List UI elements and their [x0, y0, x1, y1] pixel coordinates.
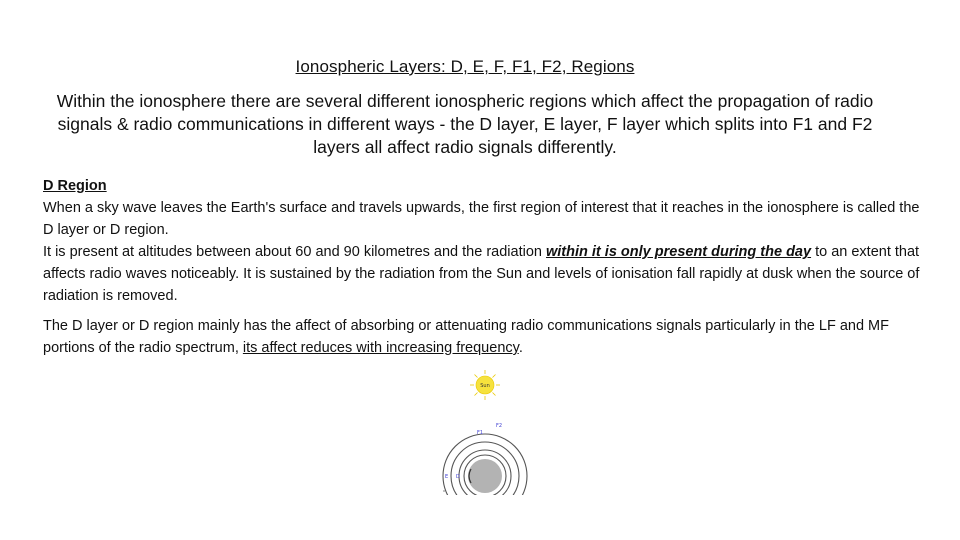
d-region-heading-text: D Region	[43, 178, 107, 194]
e-label: E	[445, 474, 449, 480]
d-region-effect-end: .	[518, 340, 523, 356]
d-label: D	[456, 474, 460, 480]
daytime-emphasis: within it is only present during the day	[546, 244, 812, 260]
slide-title: Ionospheric Layers: D, E, F, F1, F2, Regions	[295, 57, 635, 76]
d-region-sentence-2-end: to an extent that affects radio waves noticeably. It is sustained by the radiation from the Sun and levels of ionisation fall rapidly at dusk when the source of radiation is removed.	[43, 244, 920, 304]
d-region-heading	[43, 175, 928, 197]
d-region-effect-paragraph	[43, 315, 928, 359]
ionosphere-diagram	[438, 365, 538, 495]
sun-label: Sun	[480, 383, 490, 389]
intro-paragraph: Within the ionosphere there are several different ionospheric regions which affect the propagation of radio signals & radio communications in different ways - the D layer, E layer, F layer which splits into F1 and F2 layers all affect radio signals differently.	[56, 91, 874, 157]
f1-label: F1	[477, 430, 484, 436]
earth-icon	[468, 459, 502, 493]
d-region-effect-start: The D layer or D region mainly has the affect of absorbing or attenuating radio communications signals particularly in the LF and MF portions of the radio spectrum,	[43, 318, 889, 356]
d-region-section	[43, 175, 928, 359]
f2-label: F2	[496, 423, 503, 429]
frequency-emphasis: its affect reduces with increasing frequency	[242, 340, 519, 356]
d-region-sentence-2	[43, 241, 928, 307]
d-region-sentence-1: When a sky wave leaves the Earth's surface and travels upwards, the first region of interest that it reaches in the ionosphere is called the D layer or D region.	[43, 200, 920, 238]
ionosphere-diagram-svg	[438, 365, 538, 495]
d-region-sentence-2-start: It is present at altitudes between about 60 and 90 kilometres and the radiation	[43, 244, 546, 260]
